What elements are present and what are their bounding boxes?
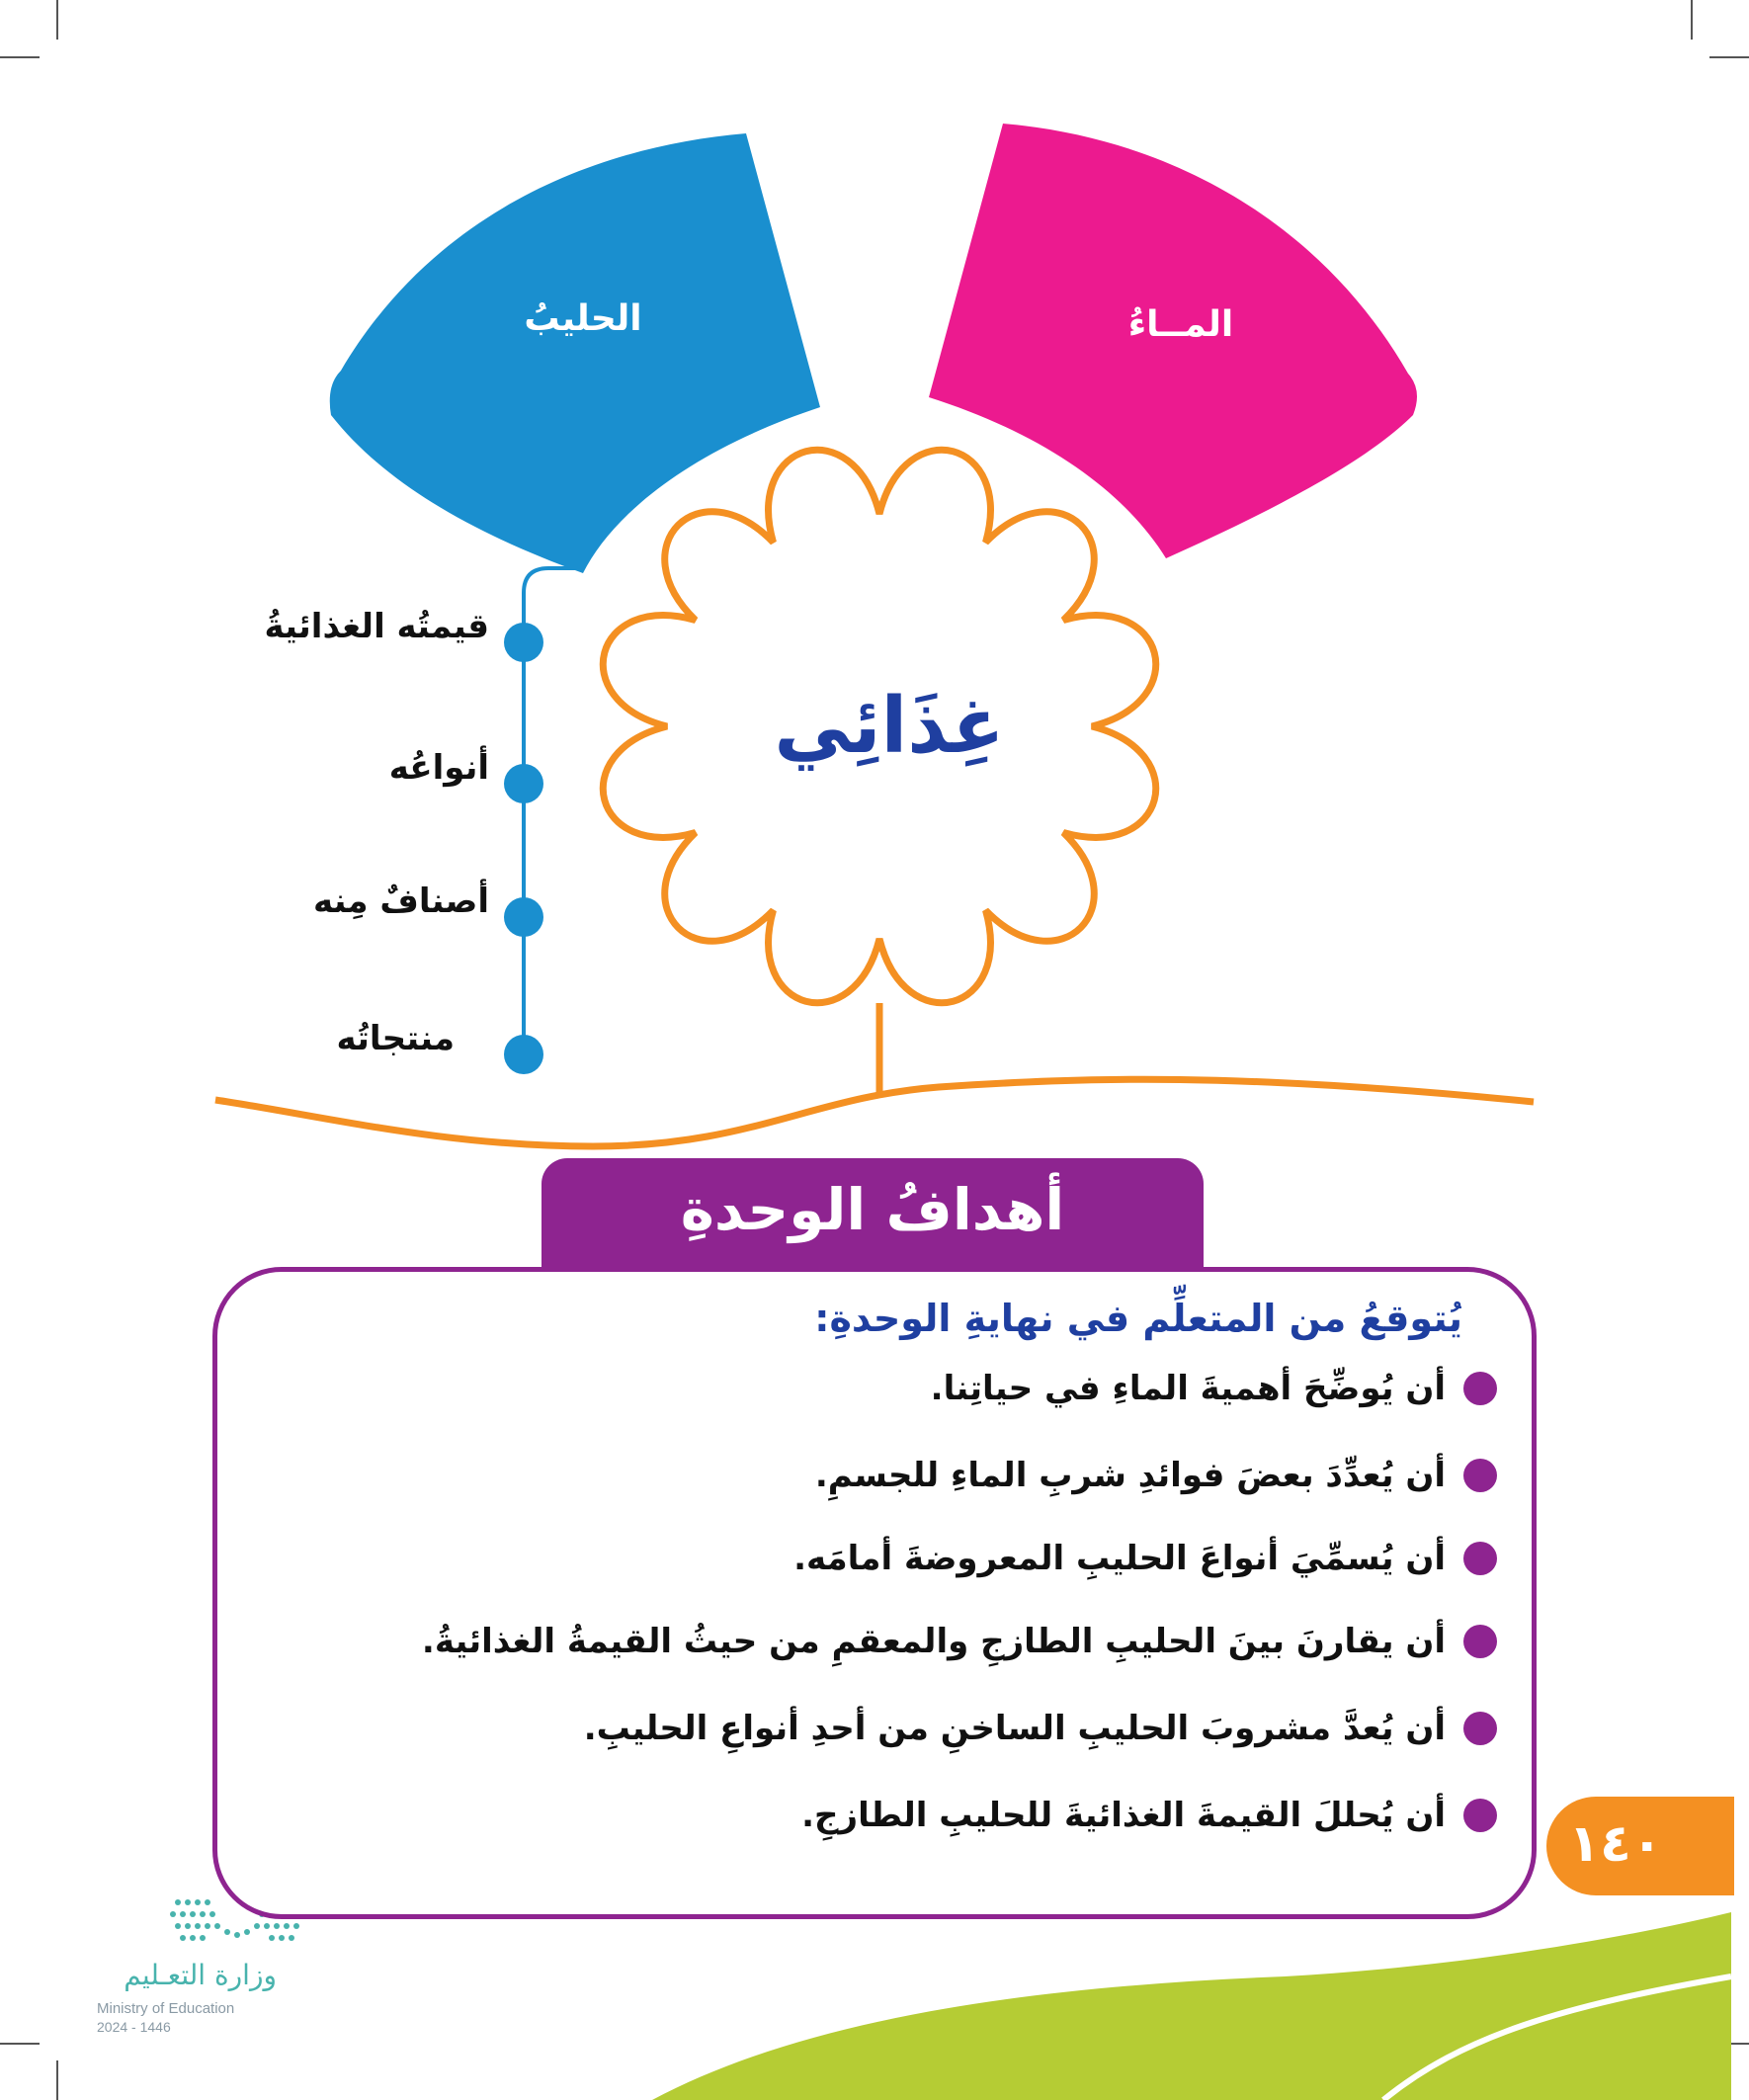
goals-intro: يُتوقعُ من المتعلِّم في نهايةِ الوحدةِ: bbox=[814, 1297, 1462, 1340]
milk-subtopic-products: منتجاتُه bbox=[336, 1019, 455, 1058]
goal-item bbox=[212, 1786, 1497, 1845]
ground-curve bbox=[215, 1079, 1534, 1146]
ministry-logo-english: Ministry of Education bbox=[97, 2000, 235, 2017]
page-number: ١٤٠ bbox=[1568, 1814, 1663, 1874]
goal-text: أن يُوضِّحَ أهميةَ الماءِ في حياتِنا. bbox=[930, 1369, 1446, 1408]
goal-item bbox=[212, 1359, 1497, 1418]
goal-text: أن يُعدَّ مشروبَ الحليبِ الساخنِ من أحدِ أنواعِ الحليبِ. bbox=[583, 1709, 1446, 1748]
milk-subtopic-nutrition: قيمتُه الغذائيةُ bbox=[264, 607, 489, 646]
ministry-logo-arabic: وزارة التعـليم bbox=[124, 1959, 277, 1991]
goal-text: أن يُعدِّدَ بعضَ فوائدِ شربِ الماءِ للجسمِ. bbox=[814, 1456, 1446, 1495]
milk-subtopic-varieties: أصنافٌ مِنه bbox=[312, 882, 489, 921]
green-wave-band bbox=[652, 1912, 1731, 2100]
goal-item bbox=[212, 1446, 1497, 1505]
bullet-dot bbox=[1463, 1542, 1497, 1575]
milk-subtopic-types: أنواعُه bbox=[388, 748, 489, 788]
milk-segment-label: الحليبُ bbox=[524, 298, 642, 339]
goal-item bbox=[212, 1699, 1497, 1758]
bullet-dot bbox=[1463, 1799, 1497, 1832]
goals-title: أهدافُ الوحدةِ bbox=[680, 1176, 1065, 1243]
goal-text: أن يُحللَ القيمةَ الغذائيةَ للحليبِ الطازجِ. bbox=[801, 1796, 1446, 1835]
bullet-dot bbox=[1463, 1459, 1497, 1492]
bullet-dot bbox=[1463, 1712, 1497, 1745]
bullet-dot bbox=[1463, 1372, 1497, 1405]
bullet-dot bbox=[1463, 1625, 1497, 1658]
milk-segment bbox=[330, 133, 820, 573]
unit-title: غِذَائِي bbox=[774, 682, 1005, 771]
goal-item bbox=[212, 1612, 1497, 1671]
ministry-logo-year: 2024 - 1446 bbox=[97, 2019, 171, 2035]
goal-item bbox=[212, 1529, 1497, 1588]
water-segment-label: المــاءُ bbox=[1127, 304, 1234, 345]
goal-text: أن يقارنَ بينَ الحليبِ الطازجِ والمعقمِ من حيثُ القيمةُ الغذائيةُ. bbox=[421, 1622, 1446, 1661]
goal-text: أن يُسمِّيَ أنواعَ الحليبِ المعروضةَ أمامَه. bbox=[793, 1539, 1446, 1578]
